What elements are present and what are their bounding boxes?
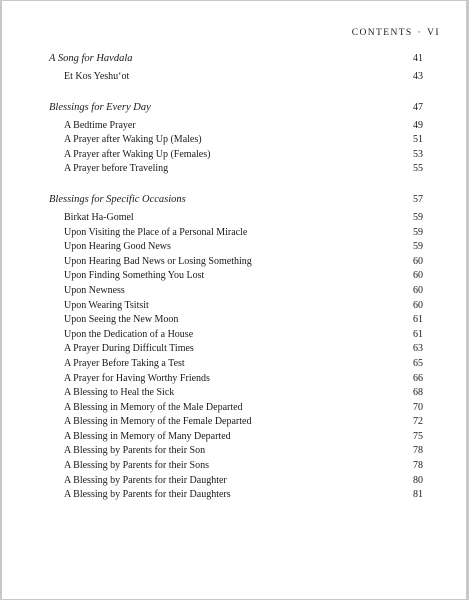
entry-page-number: 61: [413, 328, 423, 340]
toc-entry[interactable]: [49, 71, 423, 86]
toc-entry[interactable]: [49, 416, 423, 431]
section-title: A Song for Havdala: [49, 53, 133, 64]
document-page: [2, 1, 466, 599]
running-head: [352, 28, 440, 38]
toc-entry[interactable]: [49, 373, 423, 388]
entry-title: Upon Hearing Bad News or Losing Something: [64, 255, 252, 267]
toc-section-heading[interactable]: [49, 194, 423, 210]
entry-page-number: 61: [413, 314, 423, 326]
entry-page-number: 55: [413, 163, 423, 175]
running-head-page-number: VI: [427, 28, 440, 38]
running-head-separator: ·: [417, 28, 423, 38]
entry-title: A Prayer Before Taking a Test: [64, 357, 185, 369]
entry-title: Upon Seeing the New Moon: [64, 314, 179, 326]
entry-page-number: 63: [413, 343, 423, 355]
section-page-number: 47: [413, 101, 423, 113]
toc-entry[interactable]: [49, 241, 423, 256]
entry-title: Upon Hearing Good News: [64, 241, 171, 253]
entry-page-number: 59: [413, 226, 423, 238]
running-head-label: CONTENTS: [351, 28, 413, 38]
section-title: Blessings for Specific Occasions: [49, 193, 186, 205]
toc-entry[interactable]: [49, 343, 423, 358]
toc-entry[interactable]: [49, 387, 423, 402]
toc-entry[interactable]: [49, 329, 423, 344]
toc-section: [49, 194, 423, 504]
toc-entry[interactable]: [49, 285, 423, 300]
toc-entry[interactable]: [49, 163, 423, 178]
entry-page-number: 59: [413, 241, 423, 253]
entry-page-number: 78: [413, 445, 423, 457]
toc-entry[interactable]: [49, 134, 423, 149]
table-of-contents: [49, 53, 423, 520]
entry-title: A Blessing by Parents for their Daughters: [64, 489, 231, 501]
entry-title: A Blessing to Heal the Sick: [64, 387, 175, 399]
toc-section-heading[interactable]: [49, 102, 423, 118]
toc-entry[interactable]: [49, 212, 423, 227]
entry-title: A Prayer for Having Worthy Friends: [64, 372, 210, 384]
entry-title: A Blessing by Parents for their Sons: [64, 460, 209, 472]
toc-entry[interactable]: [49, 431, 423, 446]
entry-page-number: 60: [413, 255, 423, 267]
entry-page-number: 66: [413, 372, 423, 384]
entry-page-number: 51: [413, 134, 423, 146]
entry-page-number: 72: [413, 416, 423, 428]
toc-entry[interactable]: [49, 460, 423, 475]
section-page-number: 57: [413, 193, 423, 205]
section-title: Blessings for Every Day: [49, 101, 151, 113]
entry-title: A Prayer after Waking Up (Males): [64, 134, 202, 146]
toc-entry[interactable]: [49, 227, 423, 242]
toc-entry[interactable]: [49, 358, 423, 373]
toc-entry[interactable]: [49, 445, 423, 460]
entry-page-number: 81: [413, 489, 423, 501]
entry-title: A Blessing in Memory of the Female Departed: [64, 416, 252, 428]
entry-page-number: 53: [413, 148, 423, 160]
entry-page-number: 75: [413, 430, 423, 442]
entry-page-number: 68: [413, 387, 423, 399]
toc-section: [49, 102, 423, 178]
entry-title: A Bedtime Prayer: [64, 119, 136, 131]
entry-title: Upon Wearing Tsitsit: [64, 299, 149, 311]
entry-page-number: 59: [413, 211, 423, 223]
entry-page-number: 80: [413, 474, 423, 486]
entry-title: Upon the Dedication of a House: [64, 328, 194, 340]
entry-title: Upon Visiting the Place of a Personal Miracle: [64, 226, 248, 238]
entry-title: A Blessing in Memory of Many Departed: [64, 430, 231, 442]
toc-entry[interactable]: [49, 475, 423, 490]
entry-page-number: 70: [413, 401, 423, 413]
entry-page-number: 49: [413, 119, 423, 131]
toc-section: [49, 53, 423, 86]
entry-page-number: 60: [413, 299, 423, 311]
toc-entry[interactable]: [49, 489, 423, 504]
entry-page-number: 60: [413, 270, 423, 282]
toc-section-heading[interactable]: [49, 53, 423, 69]
entry-title: Et Kos Yeshu‘ot: [64, 71, 130, 82]
toc-entry[interactable]: [49, 300, 423, 315]
entry-page-number: 78: [413, 460, 423, 472]
entry-title: A Blessing in Memory of the Male Departed: [64, 401, 243, 413]
entry-title: Upon Finding Something You Lost: [64, 270, 205, 282]
entry-title: A Blessing by Parents for their Son: [64, 445, 206, 457]
entry-title: Birkat Ha-Gomel: [64, 211, 134, 223]
entry-title: A Blessing by Parents for their Daughter: [64, 474, 227, 486]
toc-entry[interactable]: [49, 270, 423, 285]
entry-page-number: 43: [413, 71, 423, 82]
entry-title: A Prayer after Waking Up (Females): [64, 148, 211, 160]
entry-title: A Prayer before Traveling: [64, 163, 169, 175]
entry-page-number: 65: [413, 357, 423, 369]
toc-entry[interactable]: [49, 120, 423, 135]
entry-page-number: 60: [413, 284, 423, 296]
entry-title: A Prayer During Difficult Times: [64, 343, 194, 355]
toc-entry[interactable]: [49, 149, 423, 164]
toc-entry[interactable]: [49, 314, 423, 329]
entry-title: Upon Newness: [64, 284, 125, 296]
section-page-number: 41: [413, 53, 423, 64]
toc-entry[interactable]: [49, 402, 423, 417]
toc-entry[interactable]: [49, 256, 423, 271]
